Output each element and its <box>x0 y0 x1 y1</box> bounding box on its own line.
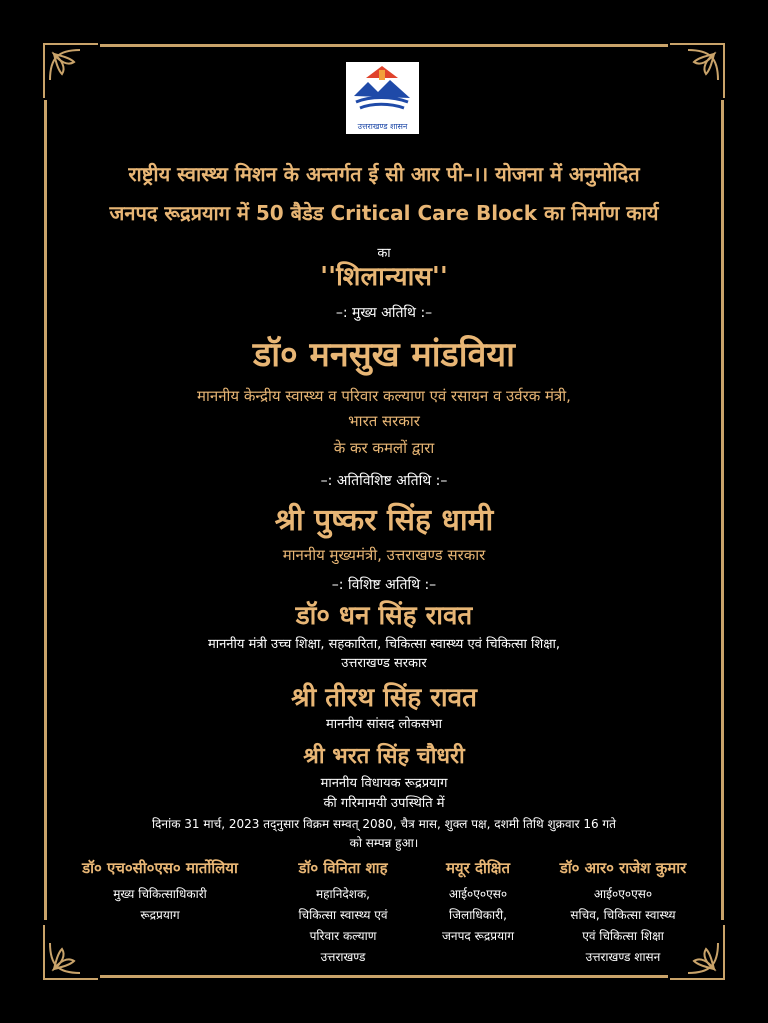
official-line: जनपद रूद्रप्रयाग <box>442 929 514 943</box>
chief-guest-desc-2: भारत सरकार <box>348 412 420 430</box>
border-top <box>100 44 668 47</box>
official-4 <box>538 858 708 968</box>
corner-ornament-bottom-left <box>40 921 102 983</box>
chief-guest-name: डॉ० मनसुख मांडविया <box>253 335 515 375</box>
heading-line-1: राष्ट्रीय स्वास्थ्य मिशन के अन्तर्गत ई सी आर पी–।। योजना में अनुमोदित <box>128 162 640 186</box>
official-2 <box>268 858 418 968</box>
official-3 <box>418 858 538 947</box>
heading-ka: का <box>377 246 391 261</box>
mla-name: श्री भरत सिंह चौधरी <box>303 744 465 769</box>
official-line: जिलाधिकारी, <box>449 908 507 922</box>
chief-guest-label: –: मुख्य अतिथि :– <box>335 305 433 321</box>
official-line: रूद्रप्रयाग <box>140 908 180 922</box>
official-line: एवं चिकित्सा शिक्षा <box>582 929 664 943</box>
heading-line-2: जनपद रूद्रप्रयाग में 50 बैडेड Critical Care Block का निर्माण कार्य <box>109 201 659 225</box>
official-line: परिवार कल्याण <box>309 929 377 943</box>
emblem-icon <box>346 62 419 118</box>
mla-desc-1: माननीय विधायक रूद्रप्रयाग <box>320 776 448 791</box>
logo-caption: उत्तराखण्ड शासन <box>357 122 408 131</box>
chief-guest-desc-1: माननीय केन्द्रीय स्वास्थ्य व परिवार कल्याण एवं रसायन व उर्वरक मंत्री, <box>197 387 571 405</box>
vip-guest-label: –: विशिष्ट अतिथि :– <box>331 577 437 593</box>
official-name: मयूर दीक्षित <box>445 859 511 877</box>
vip-guest-desc-2: उत्तराखण्ड सरकार <box>341 656 427 671</box>
uttarakhand-emblem-logo <box>346 62 419 134</box>
official-line: उत्तराखण्ड शासन <box>585 950 661 964</box>
official-line: आई०ए०एस० <box>448 887 508 901</box>
corner-ornament-top-right <box>666 40 728 102</box>
official-line: सचिव, चिकित्सा स्वास्थ्य <box>570 908 676 922</box>
mp-desc: माननीय सांसद लोकसभा <box>325 717 443 732</box>
corner-ornament-top-left <box>40 40 102 102</box>
official-line: आई०ए०एस० <box>593 887 653 901</box>
mla-desc-2: की गरिमामयी उपस्थिति में <box>323 796 445 811</box>
chief-guest-desc-3: के कर कमलों द्वारा <box>333 439 435 457</box>
official-line: चिकित्सा स्वास्थ्य एवं <box>298 908 388 922</box>
official-name: डॉ० आर० राजेश कुमार <box>559 859 687 877</box>
vip-guest-name: डॉ० धन सिंह रावत <box>295 601 473 631</box>
vvip-guest-name: श्री पुष्कर सिंह धामी <box>274 503 494 538</box>
official-name: डॉ० विनिता शाह <box>298 859 388 877</box>
official-line: मुख्य चिकित्साधिकारी <box>113 887 207 901</box>
date-line-1: दिनांक 31 मार्च, 2023 तद्नुसार विक्रम सम्वत् 2080, चैत्र मास, शुक्ल पक्ष, दशमी तिथि शुक्रवार 16 गते <box>151 817 617 831</box>
date-line-2: को सम्पन्न हुआ। <box>349 836 419 850</box>
event-title: ''शिलान्यास'' <box>320 262 448 292</box>
vvip-guest-label: –: अतिविशिष्ट अतिथि :– <box>320 473 448 489</box>
mp-name: श्री तीरथ सिंह रावत <box>291 683 477 713</box>
border-bottom <box>100 975 668 978</box>
official-1 <box>60 858 260 926</box>
official-line: महानिदेशक, <box>316 887 370 901</box>
vvip-guest-desc: माननीय मुख्यमंत्री, उत्तराखण्ड सरकार <box>282 546 486 564</box>
official-name: डॉ० एच०सी०एस० मार्तोलिया <box>82 859 238 877</box>
official-line: उत्तराखण्ड <box>320 950 366 964</box>
vip-guest-desc-1: माननीय मंत्री उच्च शिक्षा, सहकारिता, चिकित्सा स्वास्थ्य एवं चिकित्सा शिक्षा, <box>207 637 561 652</box>
